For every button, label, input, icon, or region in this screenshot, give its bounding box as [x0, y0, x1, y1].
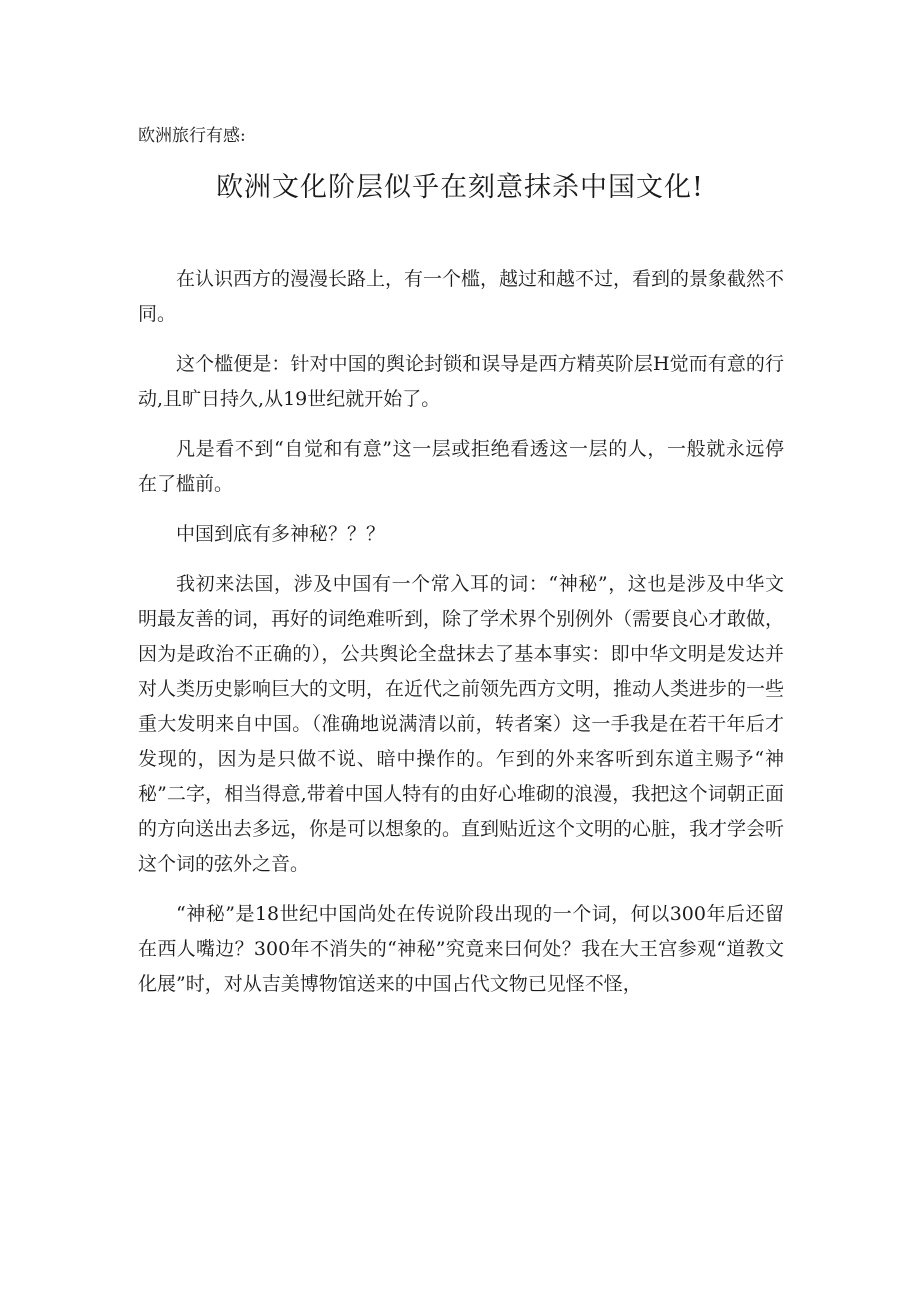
document-kicker: 欧洲旅行有感:	[138, 126, 246, 146]
paragraph-5: 我初来法国，涉及中国有一个常入耳的词：“神秘”，这也是涉及中华文明最友善的词，再好的词绝难听到，除了学术界个别例外（需要良心才敢做，因为是政治不正确的），公共舆论全盘抹去了基本事实：即中华文明是发达并对人类历史影响巨大的文明，在近代之前领先西方文明，推动人类进步的一些重大发明来自中国。（准确地说满清以前，转者案）这一手我是在若干年后才发现的，因为是只做不说、暗中操作的。乍到的外来客听到东道主赐予“神秘”二字，相当得意,带着中国人特有的由好心堆砌的浪漫，我把这个词朝正面的方向送出去多远，你是可以想象的。直到贴近这个文明的心脏，我才学会听这个词的弦外之音。	[138, 573, 785, 875]
paragraph-1: 在认识西方的漫漫长路上，有一个槛，越过和越不过，看到的景象截然不同。	[138, 268, 785, 325]
paragraph-3: 凡是看不到“自觉和有意”这一层或拒绝看透这一层的人，一般就永远停在了槛前。	[138, 438, 784, 495]
paragraph-2: 这个槛便是：针对中国的舆论封锁和误导是西方精英阶层H觉而有意的行动,且旷日持久,从19世纪就开始了。	[138, 353, 784, 410]
document-body	[138, 262, 784, 1017]
paragraph-6: “神秘”是18世纪中国尚处在传说阶段出现的一个词，何以300年后还留在西人嘴边？300年不消失的“神秘”究竟来曰何处？我在大王宫参观“道教文化展”时，对从吉美博物馆送来的中国占代文物已见怪不怪，	[138, 903, 784, 995]
document-title: 欧洲文化阶层似乎在刻意抹杀中国文化!	[216, 172, 704, 203]
paragraph-4: 中国到底有多神秘？？？	[176, 523, 386, 545]
